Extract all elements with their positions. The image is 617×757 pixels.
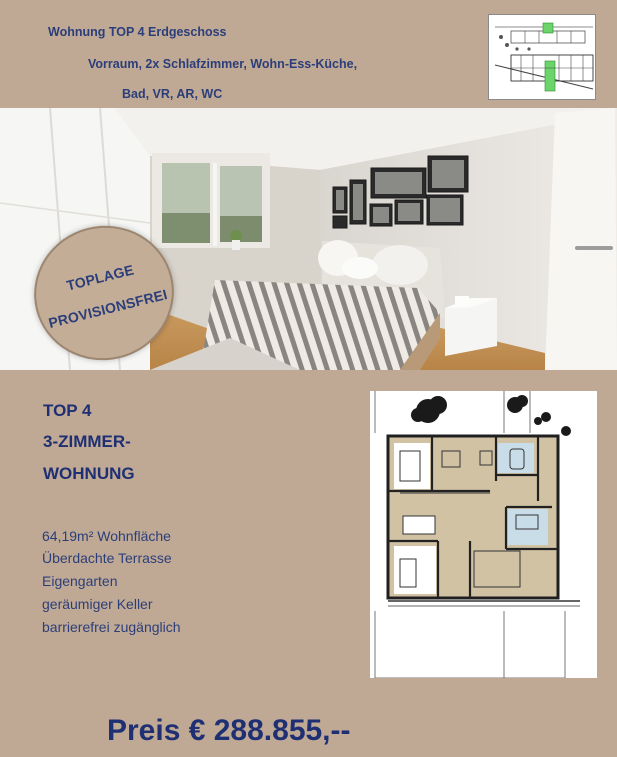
price: Preis € 288.855,-- <box>107 714 351 747</box>
feature-item: barrierefrei zugänglich <box>42 619 181 635</box>
feature-item: geräumiger Keller <box>42 596 153 612</box>
feature-item: Eigengarten <box>42 573 118 589</box>
header-rooms-line2: Bad, VR, AR, WC <box>122 87 223 101</box>
badge-provisionsfrei: PROVISIONSFREI <box>46 286 169 332</box>
header-title: Wohnung TOP 4 Erdgeschoss <box>48 25 227 39</box>
feature-item: 64,19m² Wohnfläche <box>42 528 171 544</box>
listing-title-line1: TOP 4 <box>43 401 92 420</box>
feature-item: Überdachte Terrasse <box>42 550 172 566</box>
listing-title-line3: WOHNUNG <box>43 464 135 483</box>
badge-toplage: TOPLAGE <box>64 261 136 294</box>
header-rooms-line1: Vorraum, 2x Schlafzimmer, Wohn-Ess-Küche, <box>88 57 358 71</box>
listing-title-line2: 3-ZIMMER- <box>43 432 131 451</box>
site-plan-thumbnail <box>488 14 596 100</box>
floor-plan <box>370 391 597 678</box>
